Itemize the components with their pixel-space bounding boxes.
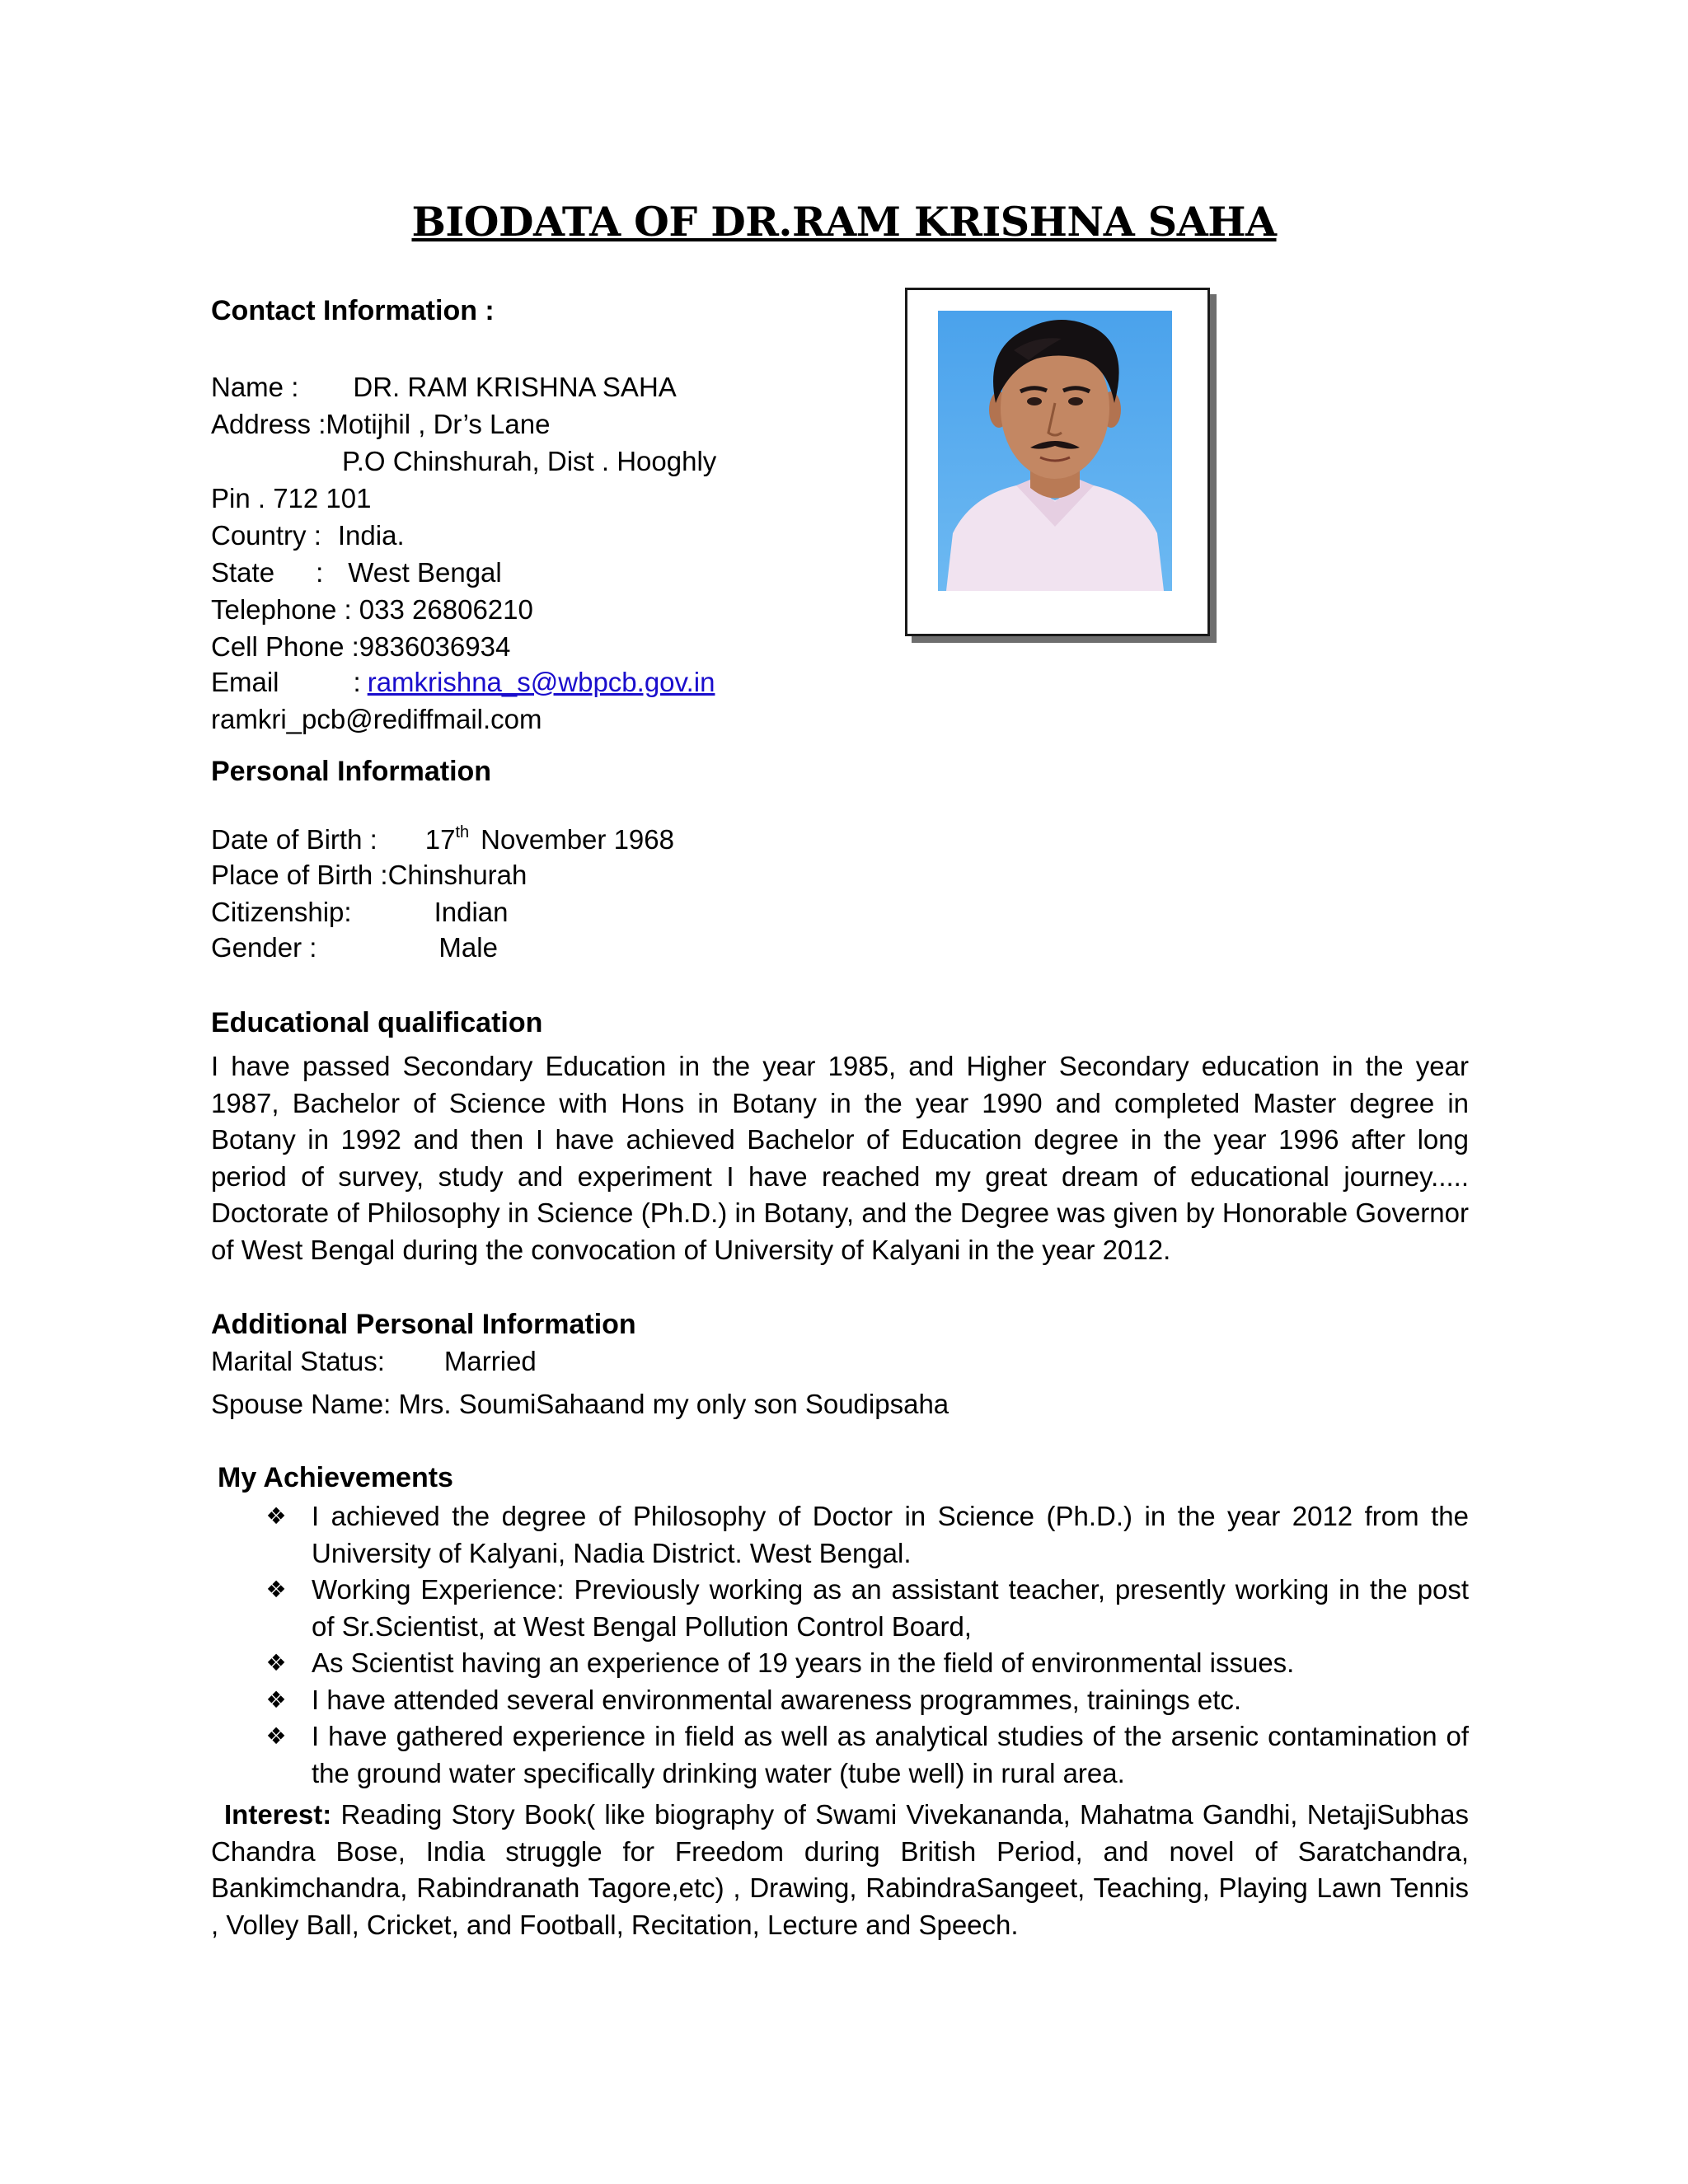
achievements-heading: My Achievements [218, 1462, 453, 1493]
telephone-row: Telephone : 033 26806210 [211, 594, 533, 625]
state-separator: : [316, 557, 324, 588]
profile-photo-frame [905, 288, 1210, 636]
contact-heading: Contact Information : [211, 295, 495, 326]
email-row [211, 666, 715, 699]
dob-row [211, 816, 674, 856]
cell-phone-row: Cell Phone :9836036934 [211, 631, 511, 662]
address-line-1: Motijhil , Dr’s Lane [326, 409, 551, 439]
achievement-item: ❖ I achieved the degree of Philosophy of Doctor in Science (Ph.D.) in the year 2012 from the University of Kalyani, Nadia District. West Bengal. [264, 1498, 1469, 1572]
citizenship-label: Citizenship: [211, 897, 352, 927]
name-row [211, 371, 677, 404]
interest-label: Interest: [224, 1799, 332, 1830]
place-of-birth-row: Place of Birth :Chinshurah [211, 860, 528, 890]
name-label: Name : [211, 372, 299, 402]
diamond-bullet-icon: ❖ [265, 1576, 287, 1603]
name-value: DR. RAM KRISHNA SAHA [353, 372, 677, 402]
address-label: Address : [211, 409, 326, 439]
achievements-list [264, 1498, 1469, 1792]
address-row [211, 408, 550, 441]
gender-row [211, 931, 498, 964]
diamond-bullet-icon: ❖ [265, 1685, 287, 1713]
interest-paragraph [211, 1797, 1469, 1943]
education-paragraph: I have passed Secondary Education in the year 1985, and Higher Secondary education in the year 1987, Bachelor of Science with Hons in Botany in the year 1990 and completed Master degree in Botany in 1992 and then I have achieved Bachelor of Education degree in the year 1996 after long period of survey, study and experiment I have reached my great dream of educational journey..... Doctorate of Philosophy in Science (Ph.D.) in Botany, and the Degree was given by Honorable Governor of West Bengal during the convocation of University of Kalyani in the year 2012. [211, 1051, 1469, 1265]
personal-heading: Personal Information [211, 756, 492, 787]
email-link[interactable]: ramkrishna_s@wbpcb.gov.in [367, 667, 715, 697]
country-label: Country : [211, 520, 321, 551]
marital-status-row [211, 1345, 537, 1378]
page-title: BIODATA OF DR.RAM KRISHNA SAHA [411, 198, 1277, 246]
gender-value: Male [438, 932, 498, 963]
achievement-item: ❖ As Scientist having an experience of 19 years in the field of environmental issues. [264, 1645, 1469, 1682]
dob-label: Date of Birth : [211, 824, 377, 855]
email-separator: : [353, 667, 361, 697]
citizenship-value: Indian [434, 897, 509, 927]
diamond-bullet-icon: ❖ [265, 1722, 287, 1750]
diamond-bullet-icon: ❖ [265, 1649, 287, 1676]
achievement-item: ❖ Working Experience: Previously working as an assistant teacher, presently working in the post of Sr.Scientist, at West Bengal Pollution Control Board, [264, 1572, 1469, 1645]
education-heading: Educational qualification [211, 1007, 543, 1038]
gender-label: Gender : [211, 932, 317, 963]
interest-text: Reading Story Book( like biography of Swami Vivekananda, Mahatma Gandhi, NetajiSubhas Chandra Bose, India struggle for Freedom during British Period, and novel of Saratchandra, Bankimchandra, Rabindranath Tagore,etc) , Drawing, RabindraSangeet, Teaching, Playing Lawn Tennis , Volley Ball, Cricket, and Football, Recitation, Lecture and Speech. [211, 1799, 1469, 1940]
address-line-2: P.O Chinshurah, Dist . Hooghly [342, 446, 717, 476]
marital-value: Married [443, 1346, 537, 1376]
portrait-illustration [938, 311, 1172, 591]
diamond-bullet-icon: ❖ [265, 1502, 287, 1530]
dob-day: 17 [424, 824, 456, 855]
spouse-row: Spouse Name: Mrs. SoumiSahaand my only son Soudipsaha [211, 1389, 950, 1419]
citizenship-row [211, 896, 509, 929]
marital-label: Marital Status: [211, 1346, 385, 1376]
email-alternate: ramkri_pcb@rediffmail.com [211, 704, 542, 734]
additional-heading: Additional Personal Information [211, 1309, 636, 1340]
country-row [211, 519, 405, 552]
email-label: Email [211, 667, 279, 697]
state-row [211, 556, 502, 589]
country-value: India. [337, 520, 405, 551]
state-value: West Bengal [348, 557, 502, 588]
state-label: State [211, 557, 275, 588]
dob-month-year: November 1968 [481, 824, 674, 855]
profile-photo [938, 311, 1172, 591]
pin-row: Pin . 712 101 [211, 483, 372, 513]
dob-suffix: th [455, 823, 470, 841]
achievement-item: ❖ I have gathered experience in field as well as analytical studies of the arsenic contamination of the ground water specifically drinking water (tube well) in rural area. [264, 1718, 1469, 1792]
achievement-item: ❖ I have attended several environmental awareness programmes, trainings etc. [264, 1682, 1469, 1719]
